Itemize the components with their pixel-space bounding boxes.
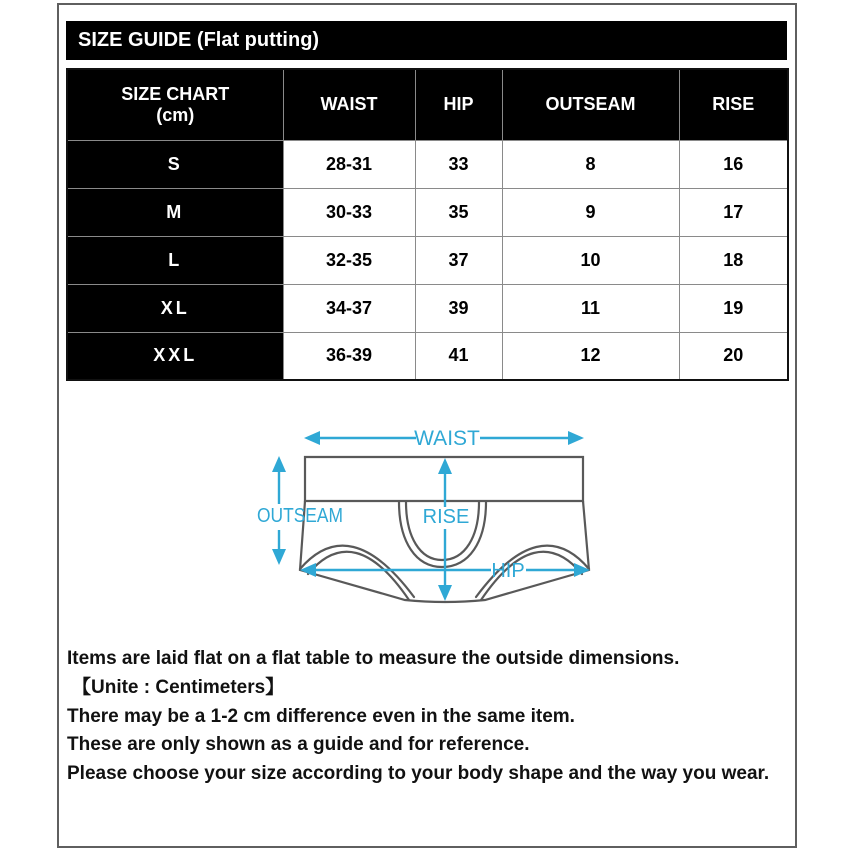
waist-cell: 36-39 xyxy=(283,332,415,380)
header-size-chart xyxy=(67,69,283,140)
note-line: Please choose your size according to your body shape and the way you wear. xyxy=(67,763,770,785)
note-unit-line: 【Unite : Centimeters】 xyxy=(72,676,285,698)
measurement-notes xyxy=(66,645,778,789)
waist-cell: 34-37 xyxy=(283,284,415,332)
waist-cell: 32-35 xyxy=(283,236,415,284)
table-row xyxy=(67,140,788,188)
waist-cell: 30-33 xyxy=(283,188,415,236)
rise-arrow xyxy=(438,458,452,601)
outseam-cell: 10 xyxy=(502,236,679,284)
page-frame xyxy=(57,3,797,848)
size-guide-title-bar xyxy=(66,21,787,60)
header-rise: RISE xyxy=(679,69,788,140)
outseam-cell: 11 xyxy=(502,284,679,332)
hip-cell: 39 xyxy=(415,284,502,332)
outseam-label: OUTSEAM xyxy=(257,505,343,527)
hip-cell: 35 xyxy=(415,188,502,236)
waist-cell: 28-31 xyxy=(283,140,415,188)
header-size-chart-line2: (cm) xyxy=(156,104,195,125)
hip-cell: 33 xyxy=(415,140,502,188)
size-cell: L xyxy=(67,236,283,284)
size-cell: XXL xyxy=(67,332,283,380)
size-table xyxy=(66,68,789,381)
briefs-measurement-svg xyxy=(254,417,599,632)
header-outseam: OUTSEAM xyxy=(502,69,679,140)
rise-cell: 18 xyxy=(679,236,788,284)
rise-cell: 17 xyxy=(679,188,788,236)
measurement-diagram xyxy=(66,417,787,632)
size-cell: XL xyxy=(67,284,283,332)
header-size-chart-line1: SIZE CHART xyxy=(121,83,230,104)
rise-cell: 20 xyxy=(679,332,788,380)
header-hip: HIP xyxy=(415,69,502,140)
rise-cell: 16 xyxy=(679,140,788,188)
note-line: Items are laid flat on a flat table to measure the outside dimensions. xyxy=(67,648,680,669)
outseam-cell: 8 xyxy=(502,140,679,188)
note-line: These are only shown as a guide and for reference. xyxy=(67,734,530,756)
rise-cell: 19 xyxy=(679,284,788,332)
hip-label: HIP xyxy=(491,560,525,582)
rise-label: RISE xyxy=(422,506,470,528)
hip-cell: 41 xyxy=(415,332,502,380)
size-cell: S xyxy=(67,140,283,188)
waist-label: WAIST xyxy=(414,427,480,450)
outseam-cell: 12 xyxy=(502,332,679,380)
table-header-row xyxy=(67,69,788,140)
outseam-cell: 9 xyxy=(502,188,679,236)
size-cell: M xyxy=(67,188,283,236)
header-waist: WAIST xyxy=(283,69,415,140)
hip-cell: 37 xyxy=(415,236,502,284)
table-row xyxy=(67,332,788,380)
page-title: SIZE GUIDE (Flat putting) xyxy=(78,29,320,51)
arrow-labels xyxy=(257,427,525,582)
table-row xyxy=(67,236,788,284)
table-row xyxy=(67,188,788,236)
note-line: There may be a 1-2 cm difference even in the same item. xyxy=(67,705,575,727)
table-row xyxy=(67,284,788,332)
